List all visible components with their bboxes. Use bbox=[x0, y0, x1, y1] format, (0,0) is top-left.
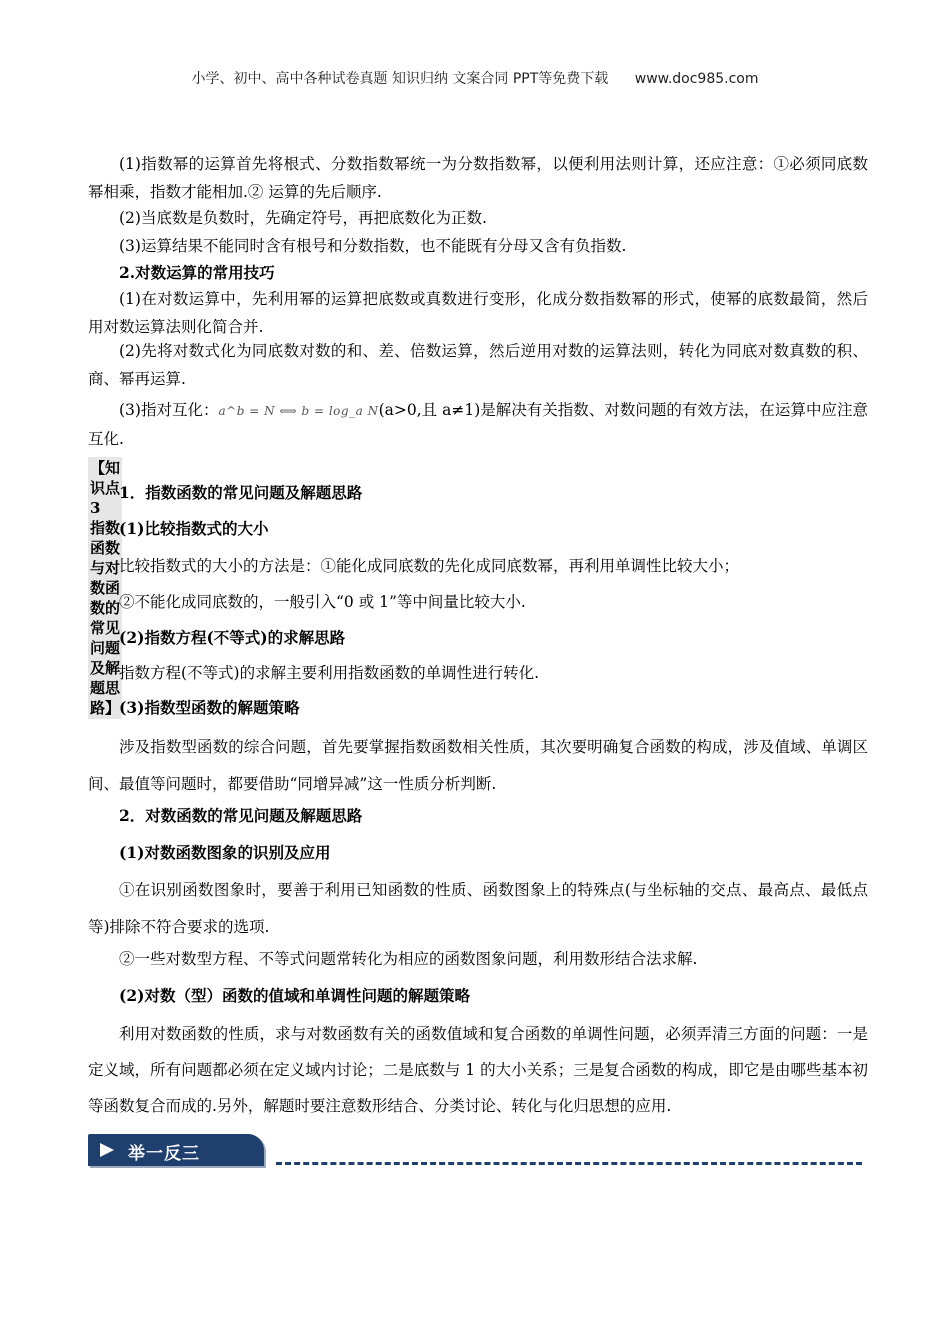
heading-exp-problems: 1．指数函数的常见问题及解题思路 bbox=[119, 483, 363, 502]
paragraph-exp-rule-2: (2)当底数是负数时，先确定符号，再把底数化为正数. bbox=[119, 209, 487, 227]
paragraph-log-tip-1: (1)在对数运算中，先利用幂的运算把底数或真数进行变形，化成分数指数幂的形式，使幂的底数最简，然后用对数运算法则化简合并. bbox=[88, 290, 868, 336]
heading-exp-equation: (2)指数方程(不等式)的求解思路 bbox=[119, 628, 346, 647]
paragraph-exp-rule-1: (1)指数幂的运算首先将根式、分数指数幂统一为分数指数幂，以便利用法则计算，还应注意：①必须同底数幂相乘，指数才能相加.② 运算的先后顺序. bbox=[88, 155, 868, 201]
header-site[interactable]: www.doc985.com bbox=[634, 71, 759, 87]
paragraph-compare-method-1: 比较指数式的大小的方法是：①能化成同底数的先化成同底数幂，再利用单调性比较大小； bbox=[119, 557, 740, 575]
page-header bbox=[0, 68, 950, 88]
exp-log-formula: a^b = N ⟺ b = log_a N bbox=[218, 404, 379, 418]
knowledge-point-3-title: 【知识点 3 指数函数与对数函数的常见问题及解题思路】 bbox=[90, 459, 121, 717]
paragraph-log-graph-2: ②一些对数型方程、不等式问题常转化为相应的函数图象问题，利用数形结合法求解. bbox=[119, 950, 698, 968]
tip3-prefix: (3)指对互化： bbox=[119, 401, 219, 419]
paragraph-log-tip-3 bbox=[88, 396, 868, 453]
heading-log-graph: (1)对数函数图象的识别及应用 bbox=[119, 843, 331, 862]
banner-label: 举一反三 bbox=[128, 1144, 200, 1164]
heading-log-range-strategy: (2)对数（型）函数的值域和单调性问题的解题策略 bbox=[119, 986, 470, 1005]
paragraph-exp-type-strategy: 涉及指数型函数的综合问题，首先要掌握指数函数相关性质，其次要明确复合函数的构成，涉及值域、单调区间、最值等问题时，都要借助“同增异减”这一性质分析判断. bbox=[88, 738, 868, 793]
paragraph-compare-method-2: ②不能化成同底数的，一般引入“0 或 1”等中间量比较大小. bbox=[119, 593, 526, 611]
heading-compare-exp: (1)比较指数式的大小 bbox=[119, 519, 269, 538]
play-arrow-icon bbox=[100, 1143, 114, 1157]
heading-exp-type-strategy: (3)指数型函数的解题策略 bbox=[119, 698, 300, 717]
paragraph-log-range-strategy: 利用对数函数的性质，求与对数函数有关的函数值域和复合函数的单调性问题，必须弄清三方面的问题：一是定义域，所有问题都必须在定义域内讨论；二是底数与 1 的大小关系；三是复合函数的构成，即它是由哪些基本初等函数复合而成的.另外，解题时要注意数形结合、分类讨论、转化与化归思想的应用. bbox=[88, 1025, 868, 1115]
paragraph-log-graph-1: ①在识别函数图象时，要善于利用已知函数的性质、函数图象上的特殊点(与坐标轴的交点、最高点、最低点等)排除不符合要求的选项. bbox=[88, 881, 868, 936]
paragraph-exp-equation: 指数方程(不等式)的求解主要利用指数函数的单调性进行转化. bbox=[119, 664, 540, 682]
paragraph-exp-rule-3: (3)运算结果不能同时含有根号和分数指数，也不能既有分母又含有负指数. bbox=[119, 237, 627, 255]
heading-log-problems: 2．对数函数的常见问题及解题思路 bbox=[119, 806, 363, 825]
practice-banner bbox=[88, 1134, 264, 1166]
header-text: 小学、初中、高中各种试卷真题 知识归纳 文案合同 PPT等免费下载 bbox=[191, 71, 609, 87]
tip3-suffix: (a>0,且 a≠1)是解决有关指数、对数问题的有效方法，在运算中应注意互化. bbox=[88, 401, 868, 448]
paragraph-log-tip-2: (2)先将对数式化为同底数对数的和、差、倍数运算，然后逆用对数的运算法则，转化为同底对数真数的积、商、幂再运算. bbox=[88, 342, 868, 388]
heading-log-tips: 2.对数运算的常用技巧 bbox=[119, 263, 275, 282]
banner-dash-divider bbox=[276, 1162, 862, 1165]
